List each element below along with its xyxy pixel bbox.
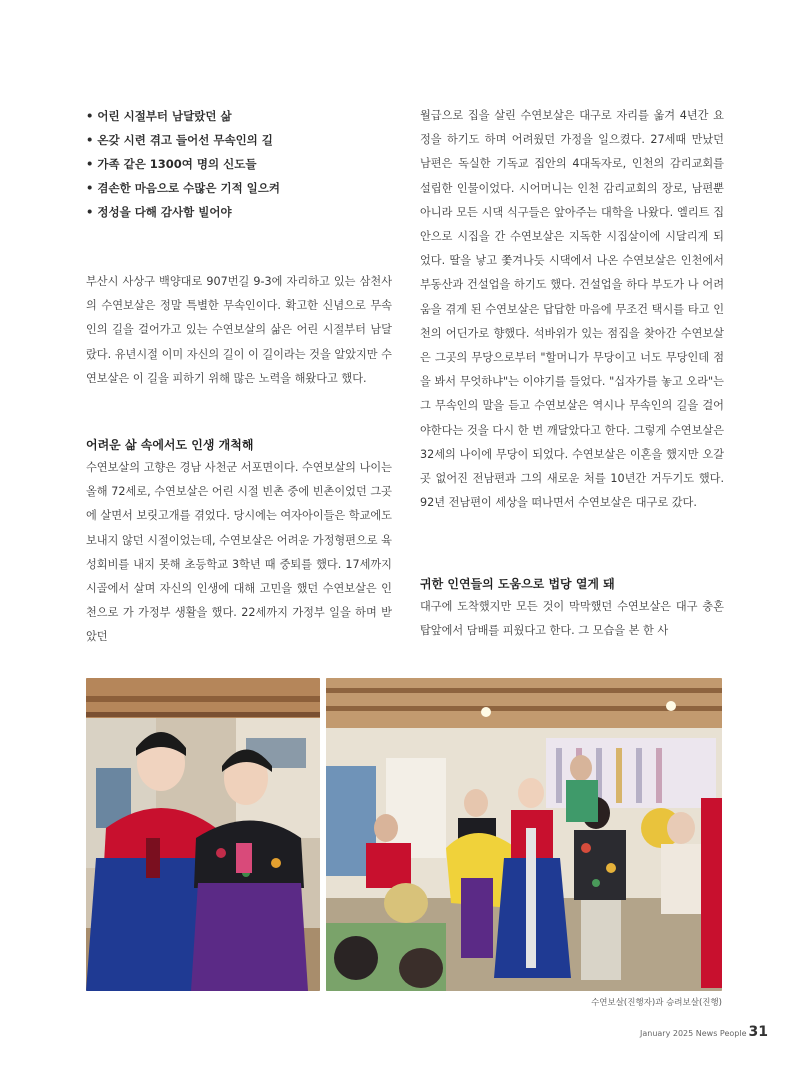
intro-paragraph: 부산시 사상구 백양대로 907번길 9-3에 자리하고 있는 삼천사의 수연보살은 정말 특별한 무속인이다. 확고한 신념으로 무속인의 길을 걸어가고 있는 수연보살의 삶은 어린 시절부터 남달랐다. 유년시절 이미 자신의 길이 이 길이라는 것을 알았지만 수연보살은 이 길을 피하기 위해 많은 노력을 해왔다고 했다.	[86, 275, 392, 385]
photo-two-women-hanbok	[86, 678, 320, 991]
summary-bullets-block	[86, 104, 390, 224]
issue-label: January 2025 News People	[640, 1029, 747, 1038]
summary-bullet: • 온갖 시련 겪고 들어선 무속인의 길	[86, 128, 390, 152]
right-column-body: 월급으로 집을 살린 수연보살은 대구로 자리를 옮겨 4년간 요정을 하기도 하며 어려웠던 가정을 일으켰다. 27세때 만났던 남편은 독실한 기독교 집안의 4대독자로, 인천의 감리교회를 설립한 인물이었다. 시어머니는 인천 감리교회의 장로, 남편뿐 아니라 모든 시댁 식구들은 앞아주는 대학을 나왔다. 엘리트 집안으로 시집을 간 수연보살은 지독한 시집살이에 시달리게 되었다. 딸을 낳고 쫓겨나듯 시댁에서 나온 수연보살은 인천에서 부동산과 건설업을 하기도 했다. 건설업을 하다 부도가 나 어려움을 겪게 된 수연보살은 답답한 마음에 무조건 택시를 타고 인천의 어딘가로 향했다. 석바위가 있는 점집을 찾아간 수연보살은 그곳의 무당으로부터 "할머니가 무당이고 너도 무당인데 점을 봐서 무엇하냐"는 이야기를 들었다. "십자가를 놓고 오라"는 그 무속인의 말을 듣고 수연보살은 역시나 무속인의 길을 걸어야한다는 것을 다시 한 번 깨달았다고 한다. 그렇게 수연보살은 32세의 나이에 무당이 되었다. 수연보살은 이혼을 했지만 오갈 곳 없어진 전남편과 그의 새로운 처를 10년간 거두기도 했다. 92년 전남편이 세상을 떠나면서 수연보살은 대구로 갔다.	[420, 109, 724, 510]
page-number: 31	[748, 1024, 768, 1040]
section-heading-2: 귀한 인연들의 도움으로 법당 열게 돼	[420, 577, 615, 591]
section-1-body: 수연보살의 고향은 경남 사천군 서포면이다. 수연보살의 나이는 올해 72세로, 수연보살은 어린 시절 빈촌 중에 빈촌이었던 그곳에 살면서 보릿고개를 겪었다. 당시에는 여자아이들은 학교에도 보내지 않던 시절이었는데, 수연보살은 어려운 가정형편으로 육성회비를 내지 못해 초등학교 3학년 때 중퇴를 했다. 17세까지 시골에서 살며 자신의 인생에 대해 고민을 했던 수연보살은 인천으로 가 가정부 생활을 했다. 22세까지 가정부 일을 하며 받았던	[86, 461, 392, 644]
summary-bullet: • 가족 같은 1300여 명의 신도들	[86, 152, 390, 176]
summary-bullets	[86, 104, 390, 224]
summary-bullet: • 어린 시절부터 남달랐던 삶	[86, 104, 390, 128]
section-2-body: 대구에 도착했지만 모든 것이 막막했던 수연보살은 대구 충혼탑앞에서 담배를 피웠다고 한다. 그 모습을 본 한 사	[420, 600, 724, 638]
photo-ritual-scene	[326, 678, 722, 991]
section-heading-1: 어려운 삶 속에서도 인생 개척해	[86, 438, 254, 452]
summary-bullet: • 겸손한 마음으로 수많은 기적 일으켜	[86, 176, 390, 200]
summary-bullet: • 정성을 다해 감사함 빌어야	[86, 200, 390, 224]
page-footer	[640, 1024, 768, 1040]
photo-caption: 수연보살(진행자)과 승려보살(진행)	[591, 998, 722, 1008]
